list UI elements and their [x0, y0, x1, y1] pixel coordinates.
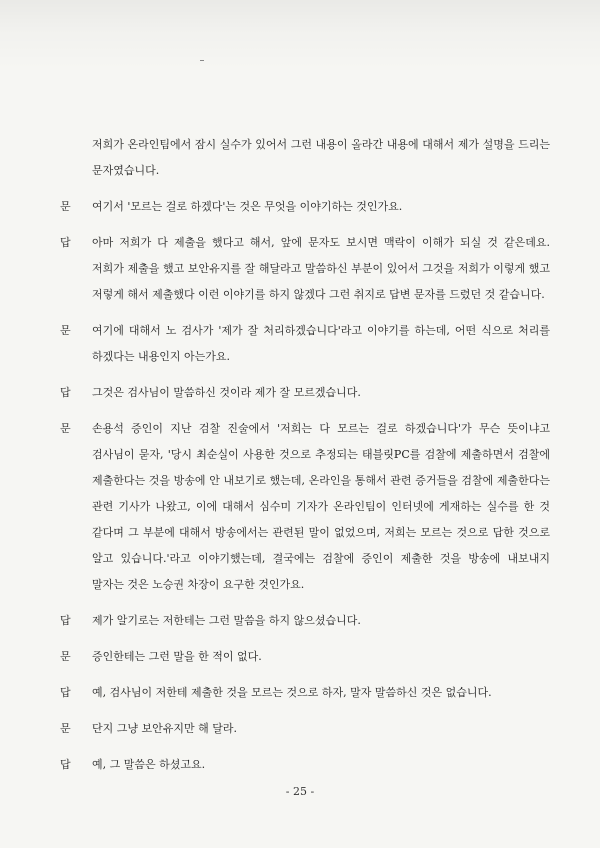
paragraph — [60, 318, 550, 370]
speaker-label: 문 — [60, 200, 72, 213]
paragraph — [60, 194, 550, 220]
speaker-label: 답 — [60, 758, 72, 771]
paragraph-text: 예, 검사님이 저한테 제출한 것을 모르는 것으로 하자, 말자 말씀하신 것은 없습니다. — [92, 686, 492, 699]
speaker-label: 답 — [60, 614, 72, 627]
paragraph-text: 저희가 온라인팀에서 잠시 실수가 있어서 그런 내용이 올라간 내용에 대해서 제가 설명을 드리는 문자였습니다. — [92, 138, 550, 177]
paragraph-text: 예, 그 말씀은 하셨고요. — [92, 758, 206, 771]
paragraph-text: 증인한테는 그런 말을 한 적이 없다. — [92, 650, 262, 663]
speaker-label: 문 — [60, 650, 72, 663]
paragraph — [60, 680, 550, 706]
paragraph — [60, 230, 550, 308]
paragraph — [60, 416, 550, 598]
speaker-label: 문 — [60, 422, 72, 435]
paragraph-text: 그것은 검사님이 말씀하신 것이라 제가 잘 모르겠습니다. — [92, 386, 361, 399]
paragraph-text: 손용석 증인이 지난 검찰 진술에서 '저희는 다 모르는 걸로 하겠습니다'가 무슨 뜻이냐고 검사님이 묻자, '당시 최순실이 사용한 것으로 추정되는 태블릿PC를 검찰에 제출하면서 검찰에 제출한다는 것을 방송에 안 내보기로 했는데, 온라인을 통해서 관련 증거들을 검찰에 제출한다는 관련 기사가 나왔고, 이에 대해서 심수미 기자가 온라인팀이 인터넷에 게재하는 실수를 한 것 같다며 그 부분에 대해서 방송에서는 관련된 말이 없었으며, 저희는 모르는 것으로 답한 것으로 알고 있습니다.'라고 이야기했는데, 결국에는 검찰에 증인이 제출한 것을 방송에 내보내지 말자는 것은 노승권 차장이 요구한 것인가요. — [92, 422, 550, 591]
speaker-label: 문 — [60, 722, 72, 735]
paragraph — [60, 752, 550, 778]
speaker-label — [60, 132, 92, 184]
paragraph — [60, 132, 550, 184]
scan-mark — [200, 60, 204, 61]
transcript-body — [60, 132, 550, 788]
page-number: - 25 - — [285, 785, 315, 798]
paragraph-text: 여기서 '모르는 걸로 하겠다'는 것은 무엇을 이야기하는 것인가요. — [92, 200, 403, 213]
paragraph — [60, 644, 550, 670]
speaker-label: 답 — [60, 386, 72, 399]
paragraph-text: 아마 저희가 다 제출을 했다고 해서, 앞에 문자도 보시면 맥락이 이해가 되실 것 같은데요. 저희가 제출을 했고 보안유지를 잘 해달라고 말씀하신 부분이 있어서 그것을 저희가 이렇게 했고 저렇게 해서 제출했다 이런 이야기를 하지 않겠다 그런 취지로 답변 문자를 드렸던 것 같습니다. — [92, 236, 550, 301]
speaker-label: 답 — [60, 236, 72, 249]
paragraph — [60, 608, 550, 634]
speaker-label: 문 — [60, 324, 72, 337]
paragraph-text: 단지 그냥 보안유지만 해 달라. — [92, 722, 237, 735]
paragraph-text: 여기에 대해서 노 검사가 '제가 잘 처리하겠습니다'라고 이야기를 하는데, 어떤 식으로 처리를 하겠다는 내용인지 아는가요. — [92, 324, 550, 363]
paragraph — [60, 380, 550, 406]
speaker-label: 답 — [60, 686, 72, 699]
paragraph — [60, 716, 550, 742]
paragraph-text: 제가 알기로는 저한테는 그런 말씀을 하지 않으셨습니다. — [92, 614, 361, 627]
